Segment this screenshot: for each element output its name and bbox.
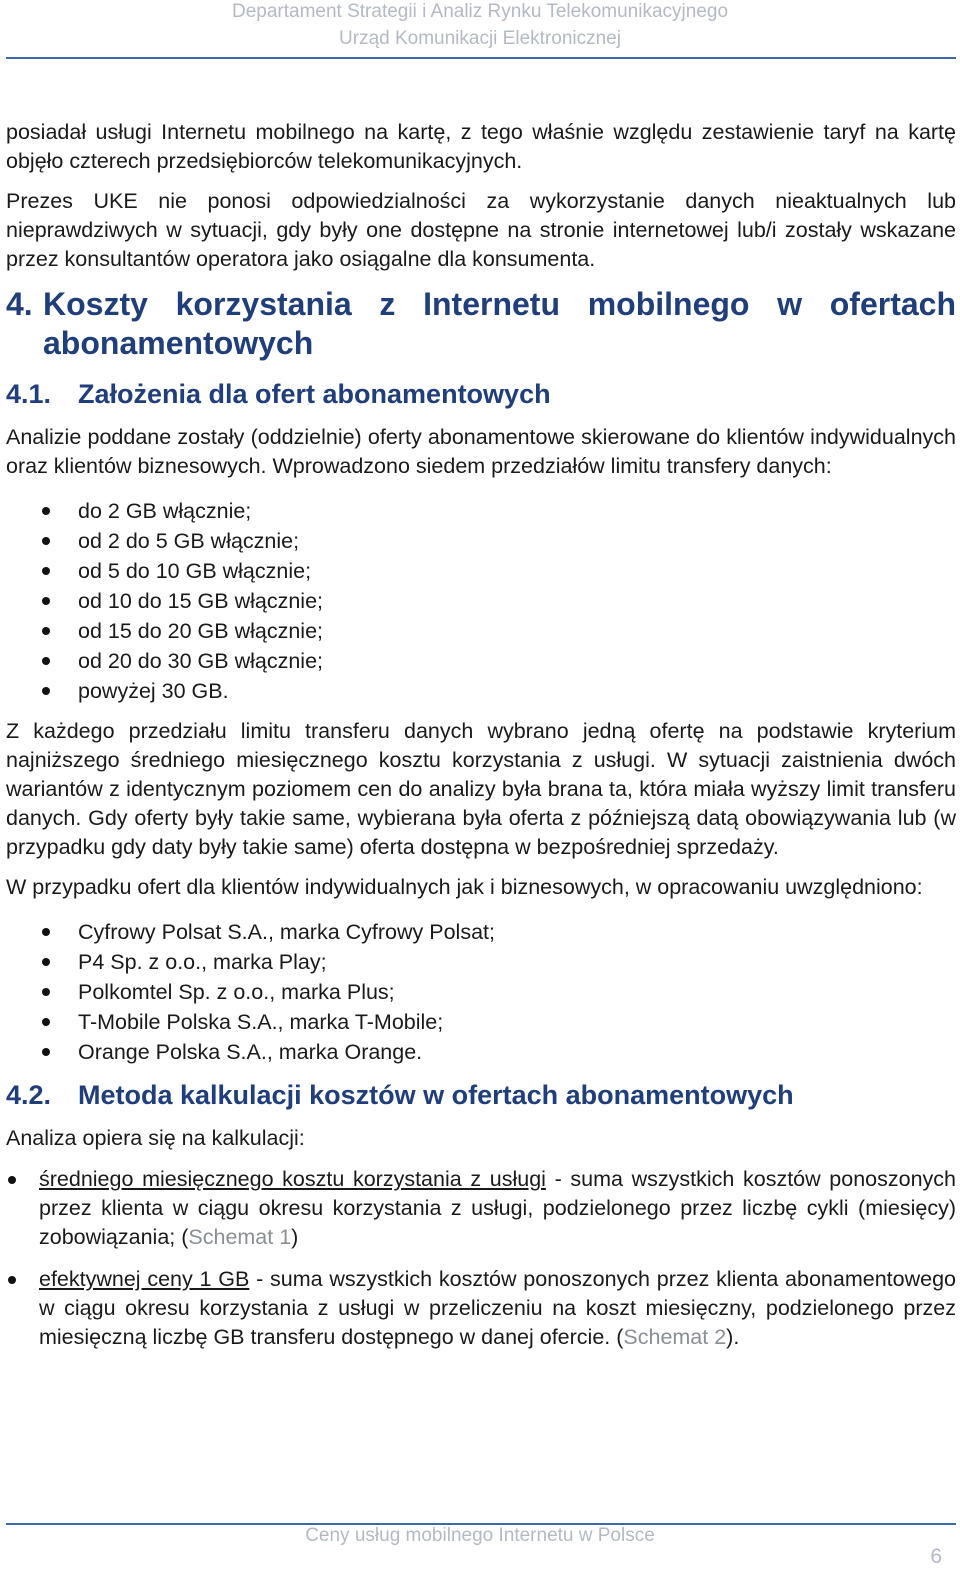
section-number: 4. (6, 286, 33, 322)
section-4-1-heading (6, 377, 956, 411)
bullet-icon (42, 928, 50, 936)
limits-list (6, 496, 956, 706)
operators-list (6, 917, 956, 1067)
bullet-icon (42, 687, 50, 695)
list-item: od 2 do 5 GB włącznie; (6, 526, 956, 556)
list-item: P4 Sp. z o.o., marka Play; (6, 947, 956, 977)
list-item: powyżej 30 GB. (6, 676, 956, 706)
page-number: 6 (930, 1545, 942, 1568)
list-item: średniego miesięcznego kosztu korzystania z usługi - suma wszystkich kosztów ponoszonych przez klienta w ciągu okresu korzystania z usługi, podzielonego przez liczbę cykli (miesięcy) zobowiązania; (Schemat 1) (6, 1165, 956, 1252)
bullet-icon (42, 958, 50, 966)
bullet-icon (8, 1176, 16, 1184)
list-item: od 15 do 20 GB włącznie; (6, 616, 956, 646)
bullet-icon (42, 1018, 50, 1026)
list-item: od 10 do 15 GB włącznie; (6, 586, 956, 616)
document-body (6, 118, 956, 1352)
bullet-icon (42, 627, 50, 635)
paragraph-disclaimer: Prezes UKE nie ponosi odpowiedzialności za wykorzystanie danych nieaktualnych lub nieprawdziwych w sytuacji, gdy były one dostępne na stronie internetowej lub/i zostały wskazane przez konsultantów operatora jako osiągalne dla konsumenta. (6, 189, 956, 271)
list-item: Orange Polska S.A., marka Orange. (6, 1037, 956, 1067)
list-item: do 2 GB włącznie; (6, 496, 956, 526)
section-4-2-heading (6, 1078, 956, 1112)
section-number: 4.2. (6, 1080, 52, 1110)
header-department: Departament Strategii i Analiz Rynku Telekomunikacyjnego (231, 1, 729, 22)
section-title: Metoda kalkulacji kosztów w ofertach abonamentowych (78, 1080, 794, 1110)
paragraph-analysis: Analizie poddane zostały (oddzielnie) oferty abonamentowe skierowane do klientów indywidualnych oraz klientów biznesowych. Wprowadzono siedem przedziałów limitu transfery danych: (6, 425, 956, 478)
bullet-icon (42, 567, 50, 575)
list-item: Polkomtel Sp. z o.o., marka Plus; (6, 977, 956, 1007)
paragraph-calc: Analiza opiera się na kalkulacji: (6, 1126, 305, 1150)
paragraph-selection: Z każdego przedziału limitu transferu danych wybrano jedną ofertę na podstawie kryterium najniższego średniego miesięcznego kosztu korzystania z usługi. W sytuacji zaistnienia dwóch wariantów z identycznym poziomem cen do analizy była brana ta, która miała wyższy limit transferu danych. Gdy oferty były takie same, wybierana była oferta z późniejszą datą obowiązywania lub (w przypadku gdy daty były takie same) oferta dostępna w bezpośredniej sprzedaży. (6, 719, 956, 859)
section-title: Koszty korzystania z Internetu mobilnego w ofertach abonamentowych (43, 286, 956, 361)
term: średniego miesięcznego kosztu korzystania z usługi (39, 1167, 546, 1191)
list-item: od 20 do 30 GB włącznie; (6, 646, 956, 676)
bullet-icon (42, 657, 50, 665)
bullet-icon (42, 507, 50, 515)
bullet-icon (42, 597, 50, 605)
calc-list (6, 1165, 956, 1352)
list-item: od 5 do 10 GB włącznie; (6, 556, 956, 586)
paragraph-operators-intro: W przypadku ofert dla klientów indywidualnych jak i biznesowych, w opracowaniu uwzględniono: (6, 875, 923, 899)
bullet-icon (8, 1276, 16, 1284)
schema-reference[interactable]: Schemat 2 (623, 1325, 727, 1349)
bullet-icon (42, 988, 50, 996)
header-office: Urząd Komunikacji Elektronicznej (339, 28, 621, 49)
section-4-heading (6, 285, 956, 363)
list-item: Cyfrowy Polsat S.A., marka Cyfrowy Polsat; (6, 917, 956, 947)
paragraph-intro: posiadał usługi Internetu mobilnego na kartę, z tego właśnie względu zestawienie taryf na kartę objęło czterech przedsiębiorców telekomunikacyjnych. (6, 120, 956, 173)
section-title: Założenia dla ofert abonamentowych (78, 379, 551, 409)
section-number: 4.1. (6, 379, 52, 409)
page-header (0, 0, 960, 58)
bullet-icon (42, 537, 50, 545)
list-item: T-Mobile Polska S.A., marka T-Mobile; (6, 1007, 956, 1037)
header-rule (6, 57, 956, 59)
list-item: efektywnej ceny 1 GB - suma wszystkich kosztów ponoszonych przez klienta abonamentowego w ciągu okresu korzystania z usługi w przeliczeniu na koszt miesięczny, podzielonego przez miesięczną liczbę GB transferu dostępnego w danej ofercie. (Schemat 2). (6, 1265, 956, 1352)
term: efektywnej ceny 1 GB (39, 1267, 250, 1291)
bullet-icon (42, 1048, 50, 1056)
schema-reference[interactable]: Schemat 1 (188, 1225, 292, 1249)
footer-title: Ceny usług mobilnego Internetu w Polsce (305, 1525, 655, 1546)
